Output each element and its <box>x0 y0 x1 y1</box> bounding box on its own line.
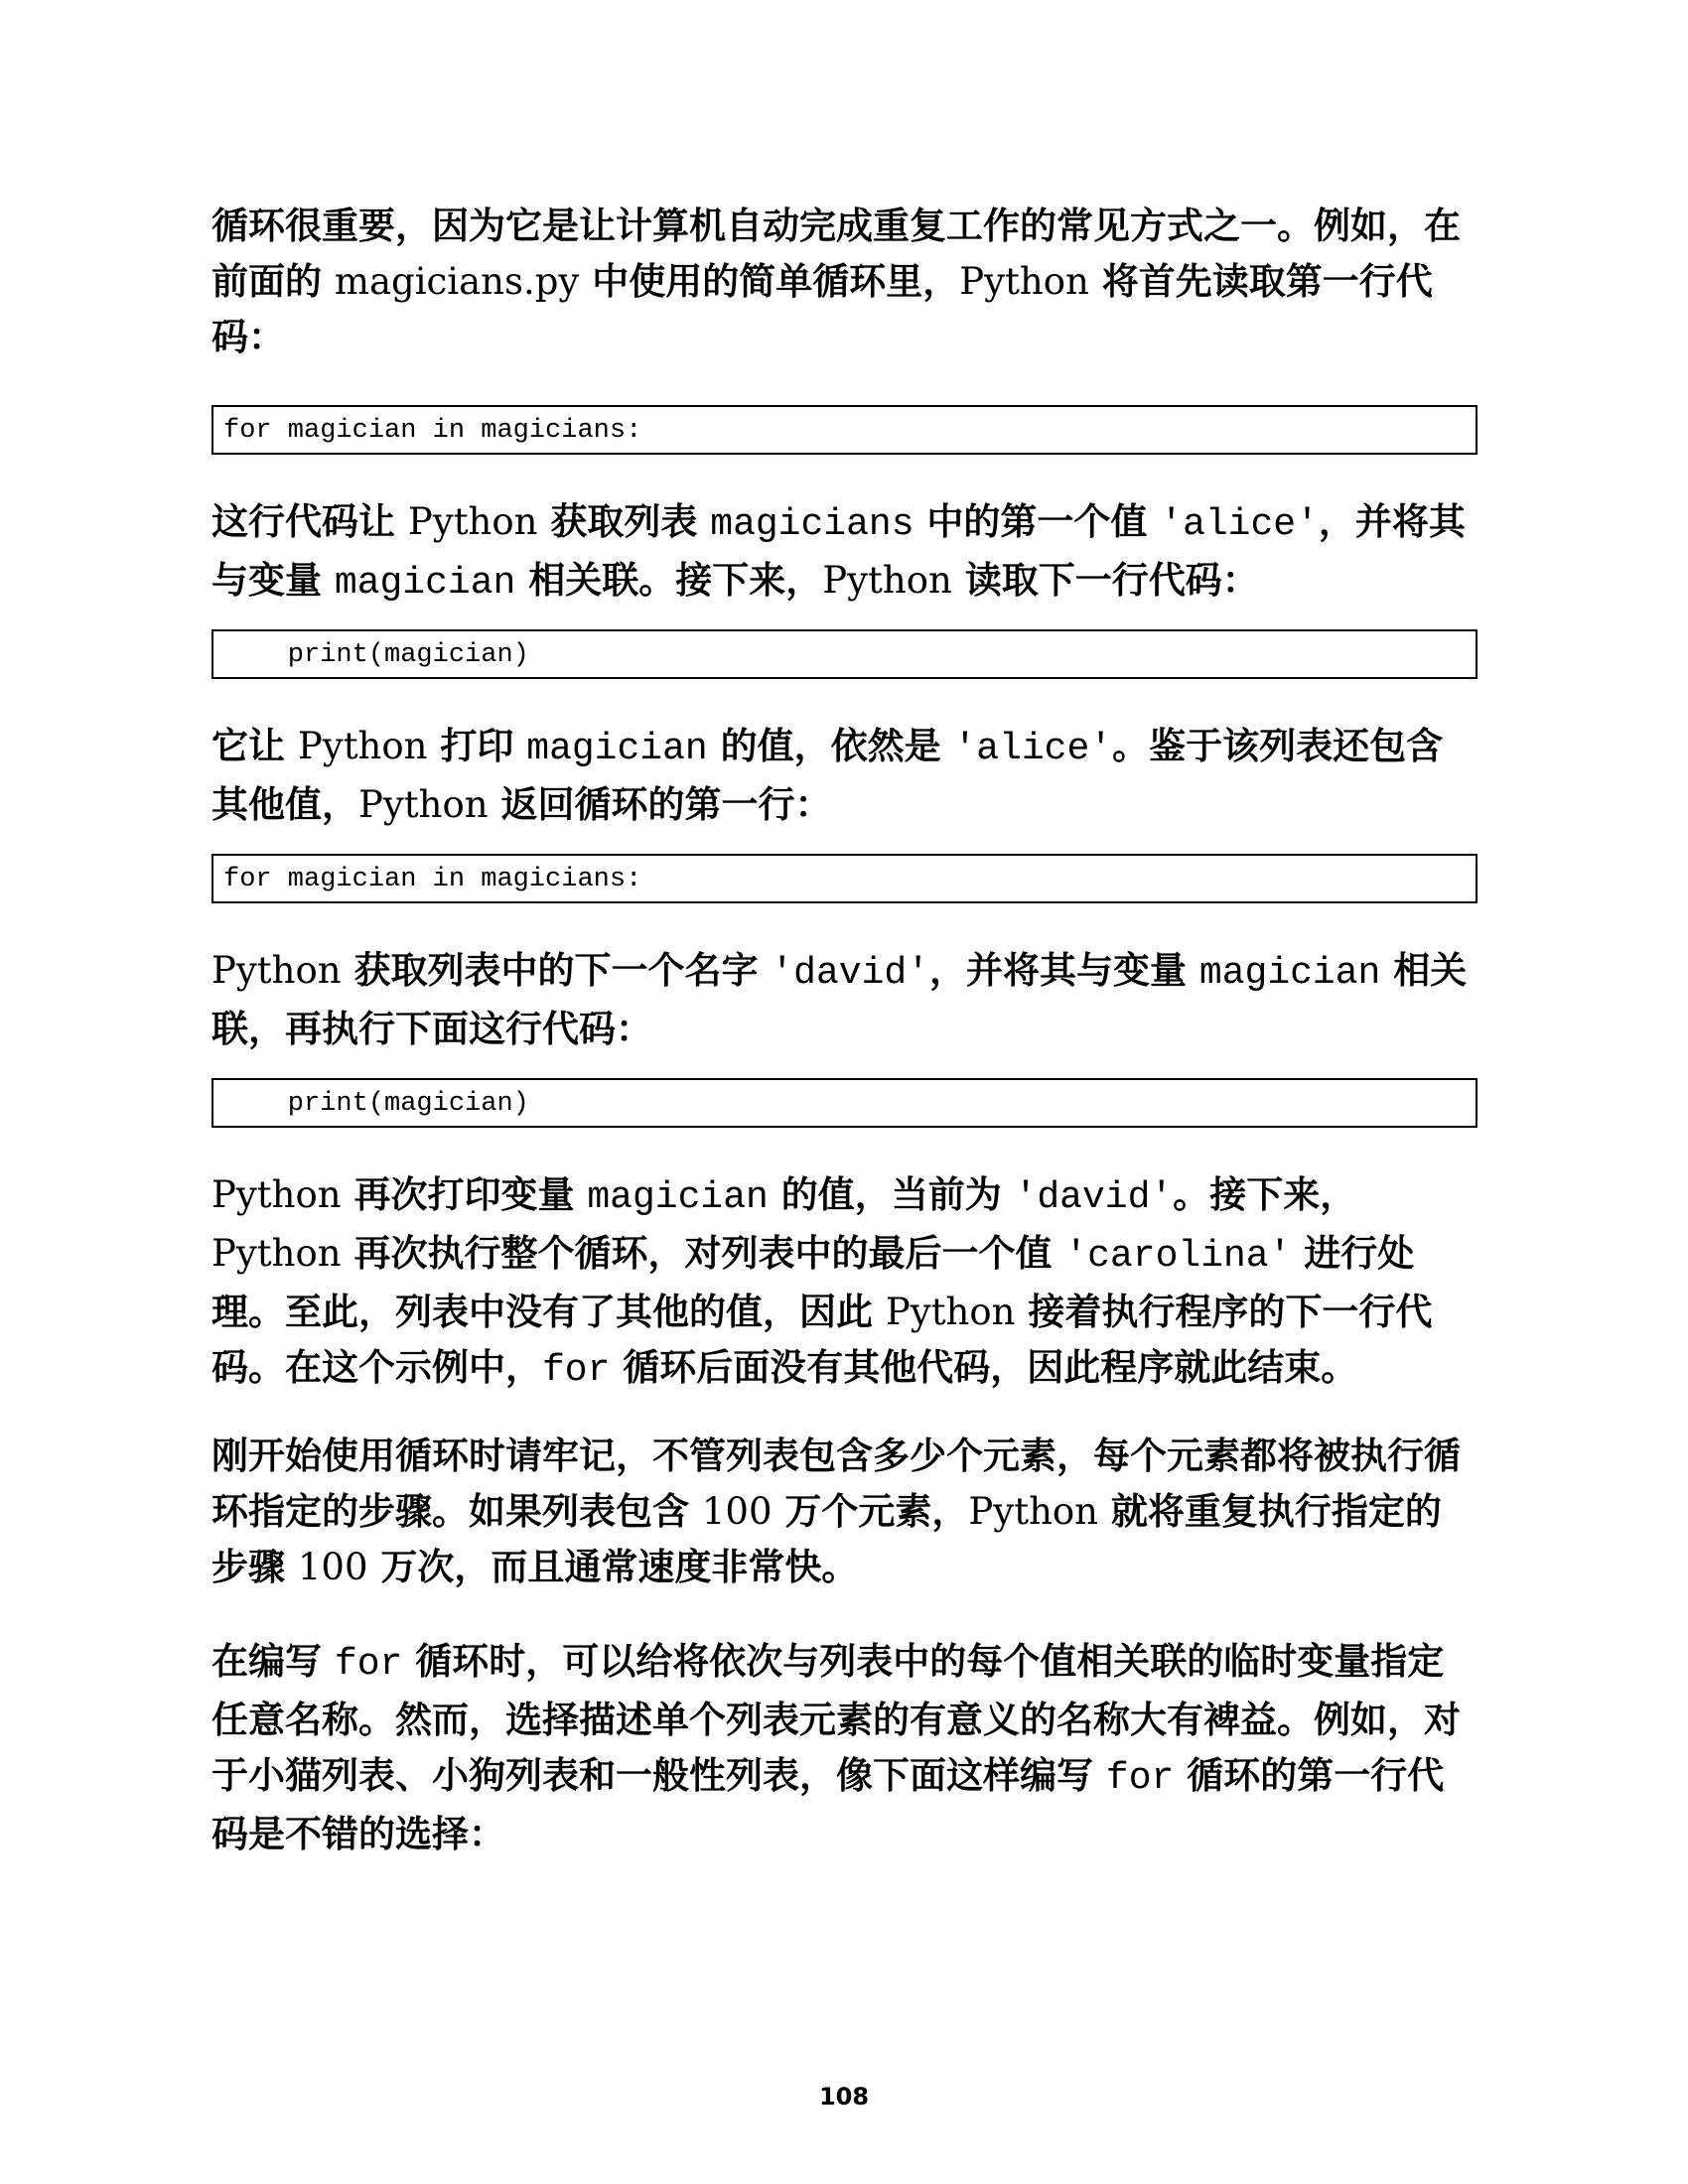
page-content <box>211 199 1477 1856</box>
paragraph-4: Python 获取列表中的下一个名字 'david'，并将其与变量 magician 相关联，再执行下面这行代码： <box>211 949 1468 1050</box>
paragraph-6: 刚开始使用循环时请牢记，不管列表包含多少个元素，每个元素都将被执行循环指定的步骤。如果列表包含 100 万个元素，Python 就将重复执行指定的步骤 100 万次，而且通常速度非常快。 <box>211 1434 1461 1588</box>
paragraph-7: 在编写 for 循环时，可以给将依次与列表中的每个值相关联的临时变量指定任意名称。然而，选择描述单个列表元素的有意义的名称大有裨益。例如，对于小猫列表、小狗列表和一般性列表，像下面这样编写 for 循环的第一行代码是不错的选择： <box>211 1640 1461 1855</box>
paragraph-3: 它让 Python 打印 magician 的值，依然是 'alice'。鉴于该列表还包含其他值，Python 返回循环的第一行： <box>211 725 1444 826</box>
code-block-4: print(magician) <box>211 1078 1477 1128</box>
paragraph-5: Python 再次打印变量 magician 的值，当前为 'david'。接下来，Python 再次执行整个循环，对列表中的最后一个值 'carolina' 进行处理。至此，列表中没有了其他的值，因此 Python 接着执行程序的下一行代码。在这个示例中，for 循环后面没有其他代码，因此程序就此结束。 <box>211 1173 1433 1392</box>
code-block-2: print(magician) <box>211 629 1477 679</box>
code-block-1: for magician in magicians: <box>211 405 1477 455</box>
code-block-3: for magician in magicians: <box>211 854 1477 903</box>
paragraph-2: 这行代码让 Python 获取列表 magicians 中的第一个值 'alice'，并将其与变量 magician 相关联。接下来，Python 读取下一行代码： <box>211 500 1466 605</box>
paragraph-1: 循环很重要，因为它是让计算机自动完成重复工作的常见方式之一。例如，在前面的 magicians.py 中使用的简单循环里，Python 将首先读取第一行代码： <box>211 205 1461 358</box>
page-number: 108 <box>818 2083 870 2111</box>
